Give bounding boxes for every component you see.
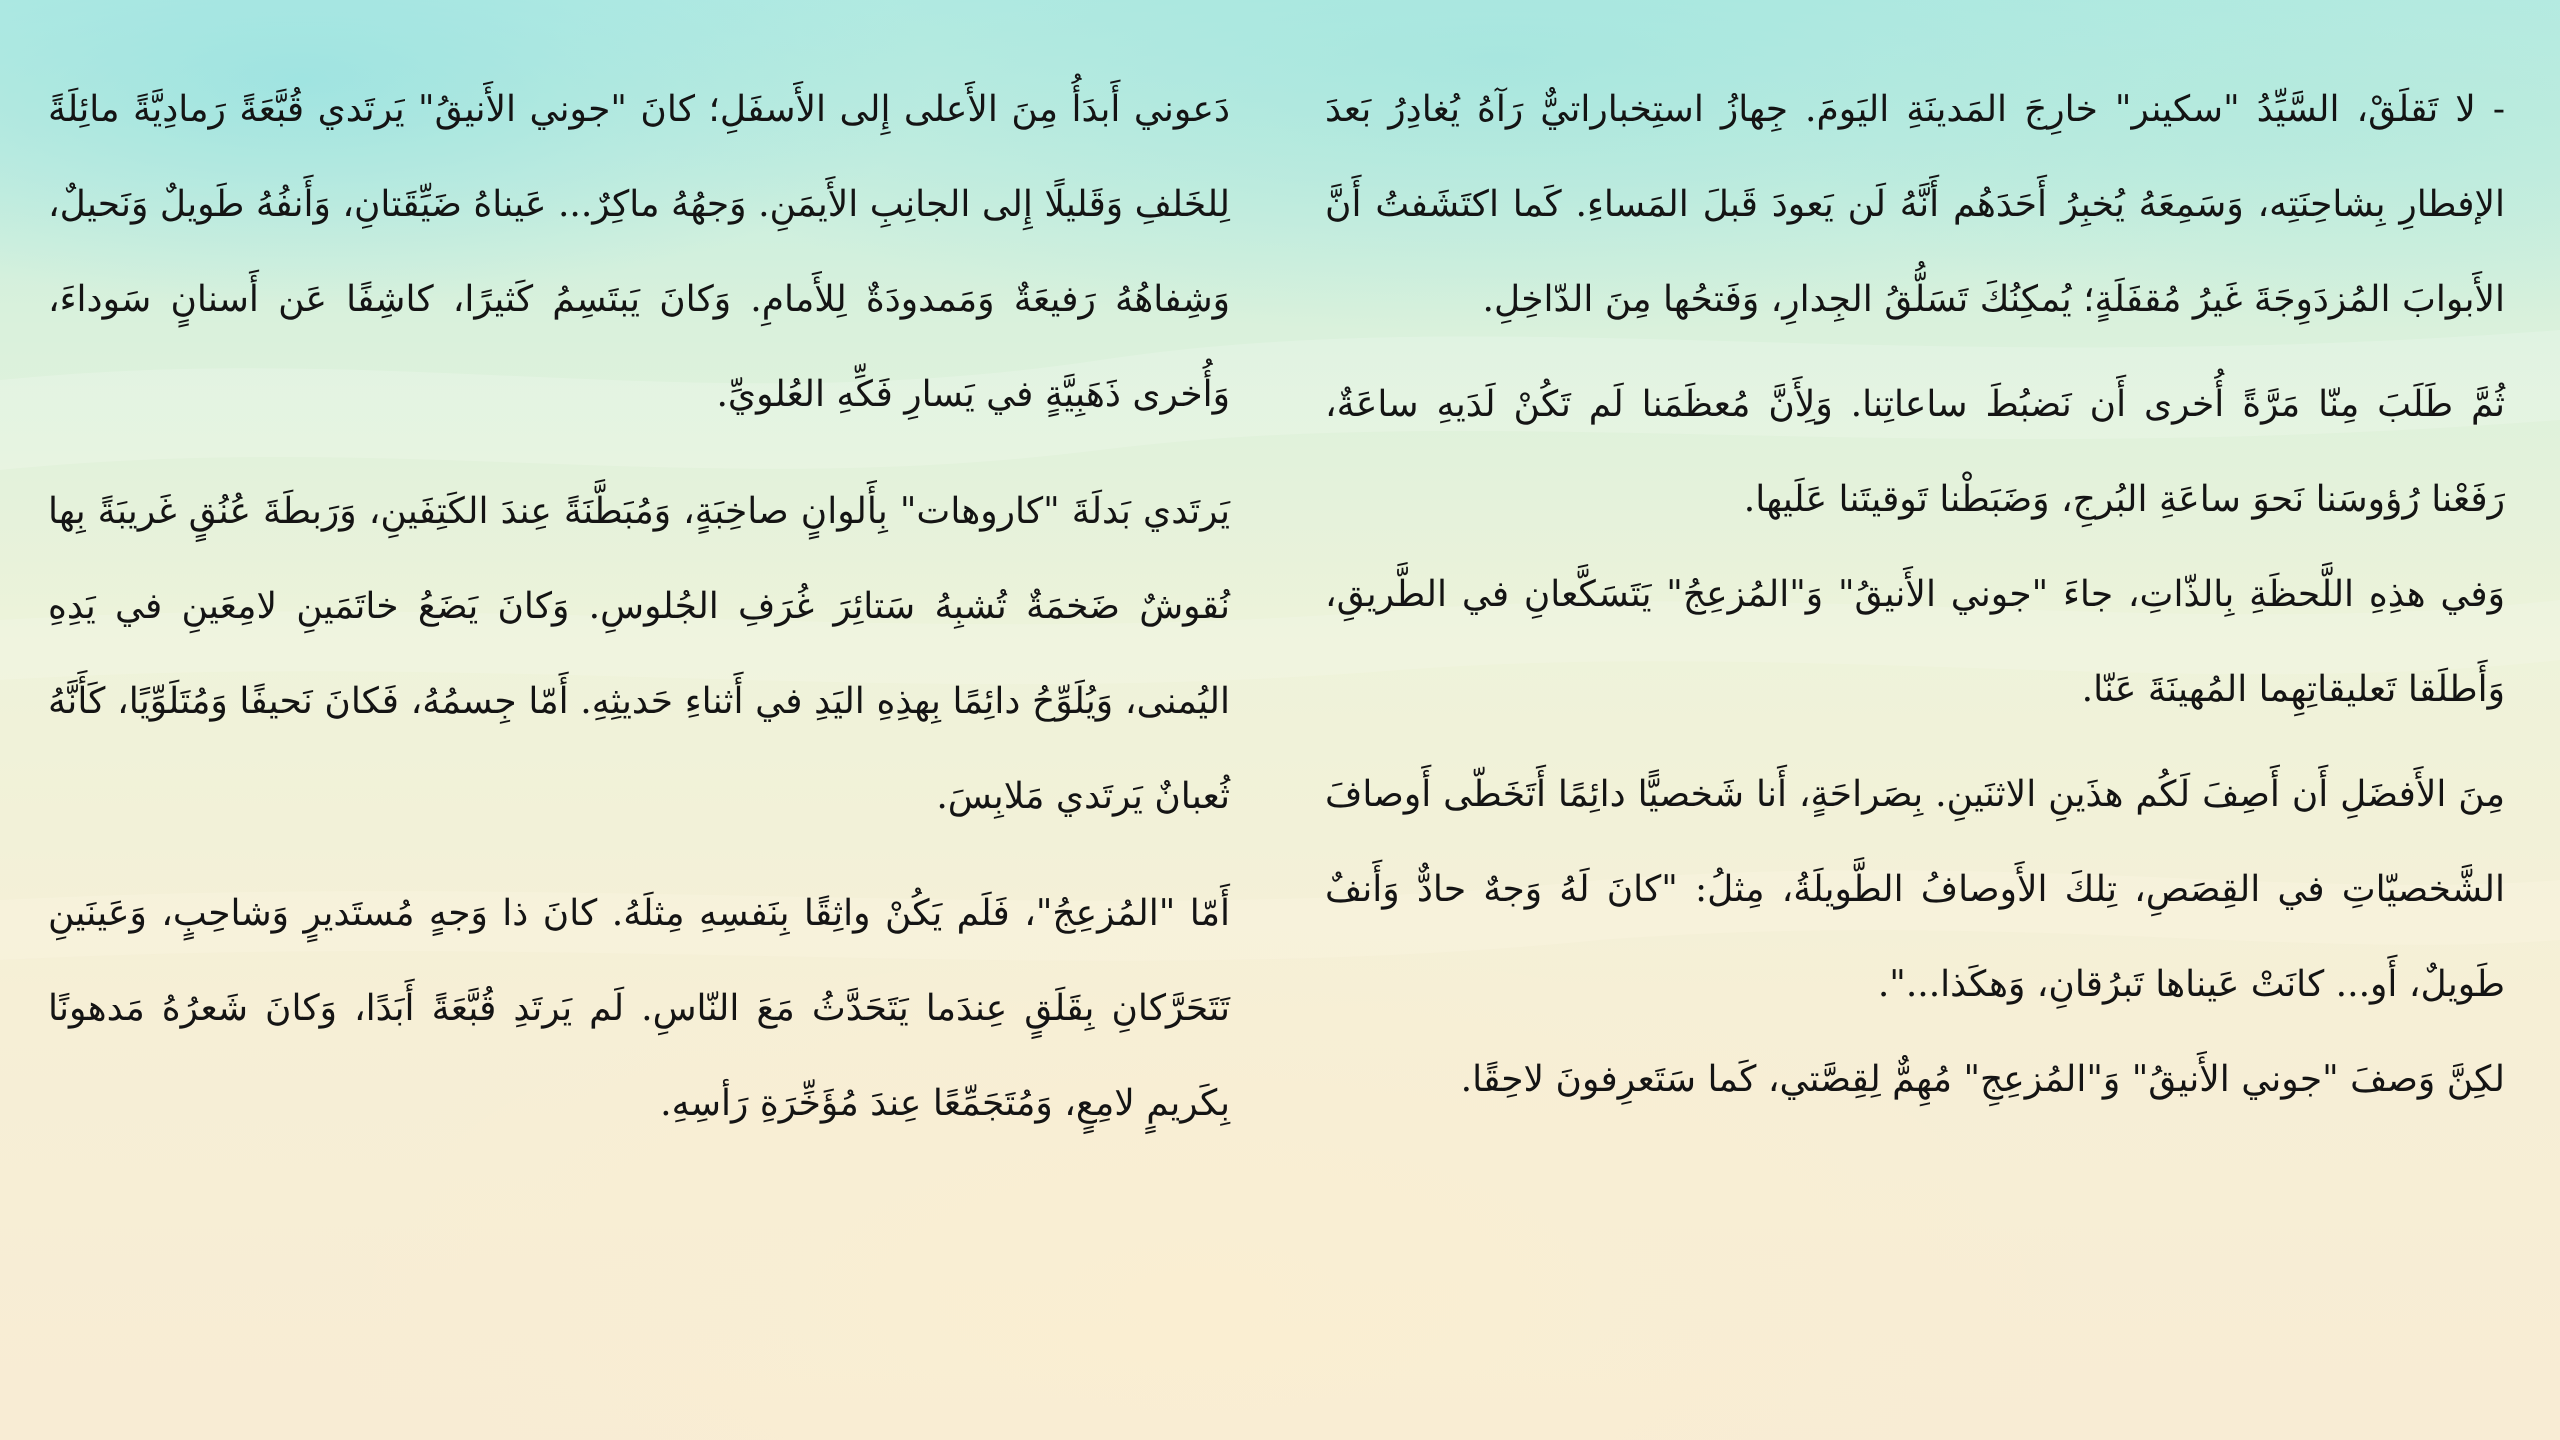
paragraph-description-important: لكِنَّ وَصفَ "جوني الأَنيقُ" وَ"المُزعِجِ" مُهِمٌّ لِقِصَّتي، كَما سَتَعرِفونَ لاحِقًا. [1460, 1059, 2505, 1100]
paragraph-skinner-away: - لا تَقلَقْ، السَّيِّدُ "سكينر" خارِجَ المَدينَةِ اليَومَ. جِهازُ استِخباراتيٌّ رَآهُ يُغادِرُ بَعدَ الإفطارِ بِشاحِنَتِه، وَسَمِعَهُ يُخبِرُ أَحَدَهُم أَنَّهُ لَن يَعودَ قَبلَ المَساءِ. كَما اكتَشَفتُ أَنَّ الأَبوابَ المُزدَوِجَةَ غَيرُ مُقفَلَةٍ؛ يُمكِنُكَ تَسَلُّقُ الجِدارِ، وَفَتحُها مِنَ الدّاخِلِ. [1325, 89, 2505, 320]
paragraph-johnny-face: دَعوني أَبدَأُ مِنَ الأَعلى إِلى الأَسفَلِ؛ كانَ "جوني الأَنيقُ" يَرتَدي قُبَّعَةً رَمادِيَّةً مائِلَةً لِلخَلفِ وَقَليلًا إِلى الجانِبِ الأَيمَنِ. وَجهُهُ ماكِرٌ... عَيناهُ ضَيِّقَتانِ، وَأَنفُهُ طَويلٌ وَنَحيلٌ، وَشِفاهُهُ رَفيعَةٌ وَمَمدودَةٌ لِلأَمامِ. وَكانَ يَبتَسِمُ كَثيرًا، كاشِفًا عَن أَسنانٍ سَوداءَ، وَأُخرى ذَهَبِيَّةٍ في يَسارِ فَكِّهِ العُلويِّ. [48, 89, 1230, 415]
story-column-right [1325, 62, 2505, 1127]
paragraph-set-watches: ثُمَّ طَلَبَ مِنّا مَرَّةً أُخرى أَن نَضبُطَ ساعاتِنا. وَلِأَنَّ مُعظَمَنا لَم تَكُنْ لَدَيهِ ساعَةٌ، رَفَعْنا رُؤوسَنا نَحوَ ساعَةِ البُرجِ، وَضَبَطْنا تَوقيتَنا عَلَيها. [1325, 384, 2505, 520]
paragraph-johnny-suit: يَرتَدي بَدلَةَ "كاروهات" بِأَلوانٍ صاخِبَةٍ، وَمُبَطَّنَةً عِندَ الكَتِفَينِ، وَرَبطَةَ عُنُقٍ غَريبَةً بِها نُقوشٌ ضَخمَةٌ تُشبِهُ سَتائِرَ غُرَفِ الجُلوسِ. وَكانَ يَضَعُ خاتَمَينِ لامِعَينِ في يَدِهِ اليُمنى، وَيُلَوِّحُ دائِمًا بِهذِهِ اليَدِ في أَثناءِ حَديثِهِ. أَمّا جِسمُهُ، فَكانَ نَحيفًا وَمُتَلَوِّيًا، كَأَنَّهُ ثُعبانٌ يَرتَدي مَلابِسَ. [48, 491, 1231, 817]
paragraph-annoying-description: أَمّا "المُزعِجُ"، فَلَم يَكُنْ واثِقًا بِنَفسِهِ مِثلَهُ. كانَ ذا وَجهٍ مُستَديرٍ وَشاحِبٍ، وَعَينَينِ تَتَحَرَّكانِ بِقَلَقٍ عِندَما يَتَحَدَّثُ مَعَ النّاسِ. لَم يَرتَدِ قُبَّعَةً أَبَدًا، وَكانَ شَعرُهُ مَدهونًا بِكَريمٍ لامِعٍ، وَمُتَجَمِّعًا عِندَ مُؤَخِّرَةِ رَأسِهِ. [48, 893, 1230, 1124]
paragraph-describe-characters: مِنَ الأَفضَلِ أَن أَصِفَ لَكُم هذَينِ الاثنَينِ. بِصَراحَةٍ، أَنا شَخصيًّا دائِمًا أَتَخَطّى أَوصافَ الشَّخصيّاتِ في القِصَصِ، تِلكَ الأَوصافُ الطَّويلَةُ، مِثلُ: "كانَ لَهُ وَجهٌ حادٌّ وَأَنفٌ طَويلٌ، أَو... كانَتْ عَيناها تَبرُقانِ، وَهكَذا...". [1325, 774, 2505, 1005]
paragraph-johnny-arrives: وَفي هذِهِ اللَّحظَةِ بِالذّاتِ، جاءَ "جوني الأَنيقُ" وَ"المُزعِجُ" يَتَسَكَّعانِ في الطَّريقِ، وَأَطلَقا تَعليقاتِهِما المُهينَةَ عَنّا. [1325, 574, 2505, 710]
story-column-left [48, 62, 1230, 1151]
